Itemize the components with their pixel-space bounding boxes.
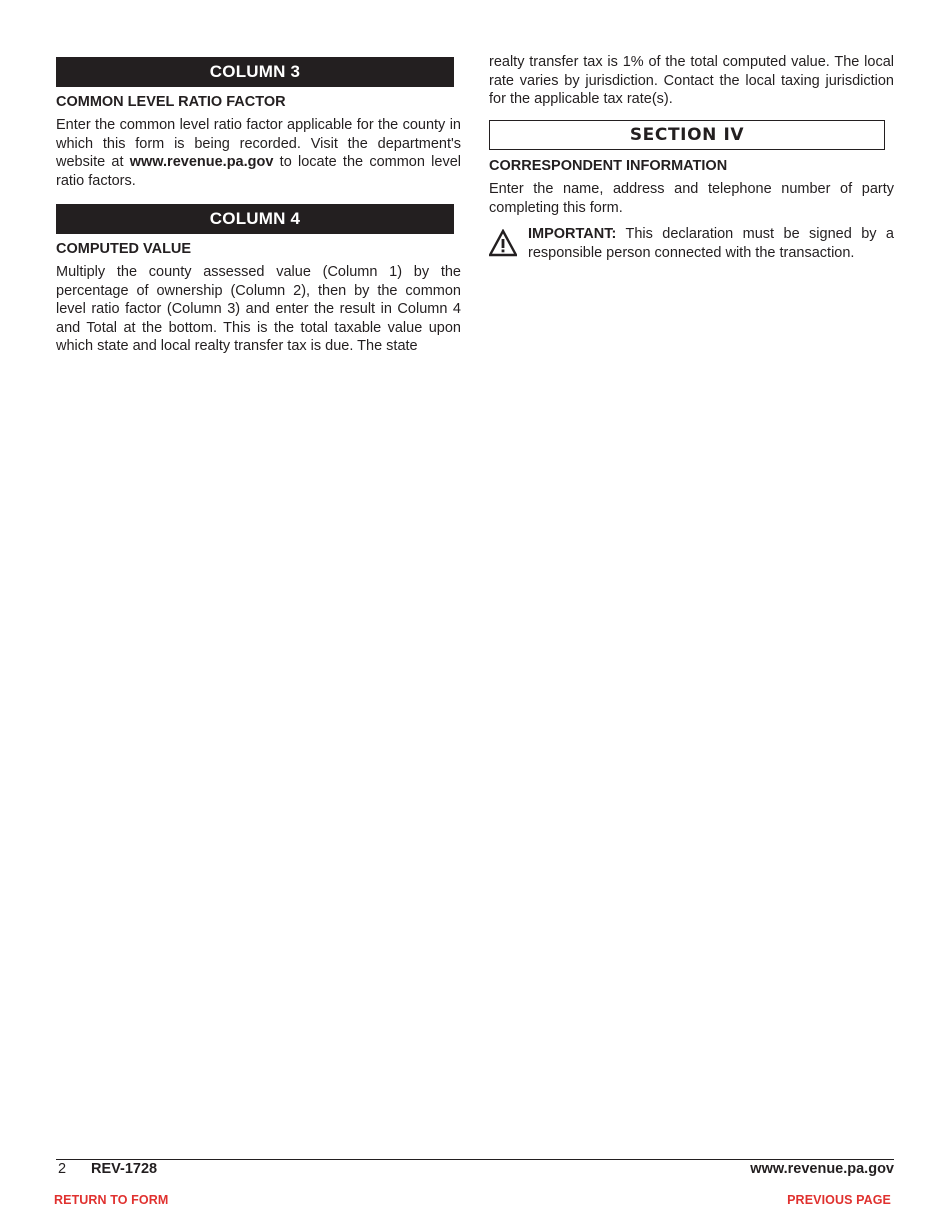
tax-continuation-text: realty transfer tax is 1% of the total computed value. The local rate varies by jurisdiction. Contact the local taxing jurisdiction for the applicable tax rate(s). [489, 54, 894, 107]
important-message: This declaration must be signed by a responsible person connected with the transaction. [528, 226, 894, 261]
footer-url: www.revenue.pa.gov [750, 1161, 894, 1177]
column4-body: Multiply the county assessed value (Column 1) by the percentage of ownership (Column 2), then by the common level ratio factor (Column 3) and enter the result in Column 4 and Total at the bottom. This is the total taxable value upon which state and local realty transfer tax is due. The state [56, 264, 461, 354]
section4-body: Enter the name, address and telephone number of party completing this form. [489, 181, 894, 216]
column3-body-text-end: to locate the common level ratio factors. [56, 154, 461, 189]
footer-divider [56, 1159, 894, 1160]
important-text [528, 225, 894, 262]
revenue-website-link: www.revenue.pa.gov [129, 154, 274, 170]
column3-header: COLUMN 3 [56, 57, 454, 87]
section4-header: SECTION IV [489, 120, 885, 150]
previous-page-link[interactable]: PREVIOUS PAGE [787, 1193, 891, 1207]
form-code: REV-1728 [91, 1161, 158, 1177]
column3-body [56, 116, 461, 190]
return-to-form-link[interactable]: RETURN TO FORM [54, 1193, 169, 1207]
column3-subhead: COMMON LEVEL RATIO FACTOR [56, 94, 286, 110]
warning-triangle-icon [489, 229, 517, 257]
column4-subhead: COMPUTED VALUE [56, 241, 192, 257]
column4-header: COLUMN 4 [56, 204, 454, 234]
important-label: IMPORTANT: [528, 226, 617, 242]
page-number: 2 [58, 1161, 67, 1177]
section4-subhead: CORRESPONDENT INFORMATION [489, 158, 728, 174]
column3-body-text-start: Enter the common level ratio factor applicable for the county in which this form is being recorded. Visit the department's website at [56, 117, 461, 170]
